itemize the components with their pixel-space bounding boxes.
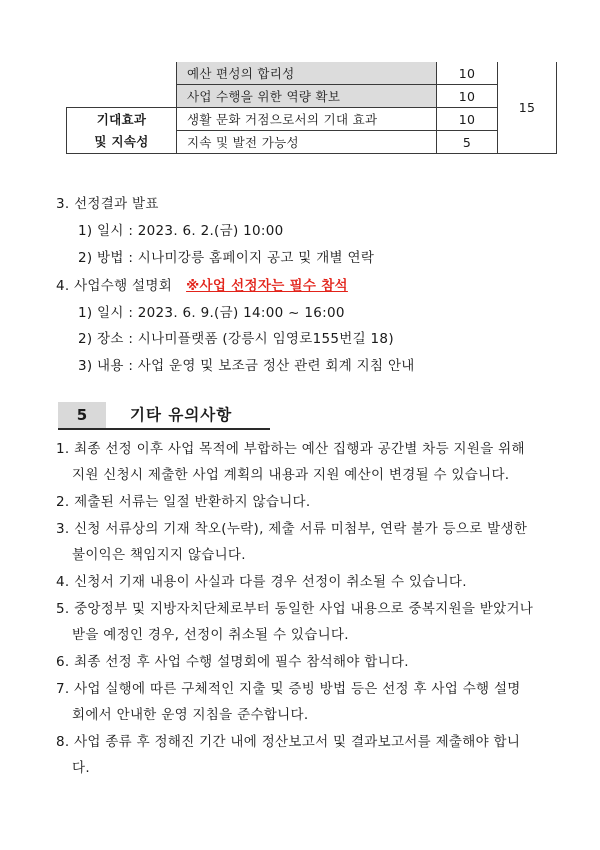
category-label-line1: 기대효과 <box>96 111 147 127</box>
section-number-box: 5 <box>58 402 106 428</box>
caution-item-continuation: 받을 예정인 경우, 선정이 취소될 수 있습니다. <box>72 627 349 643</box>
section-5-heading <box>58 402 270 428</box>
caution-item: 8. 사업 종류 후 정해진 기간 내에 정산보고서 및 결과보고서를 제출해야 합니 <box>56 734 521 750</box>
total-points: 15 <box>498 62 557 154</box>
criteria-points: 10 <box>437 108 498 131</box>
caution-item: 4. 신청서 기재 내용이 사실과 다를 경우 선정이 취소될 수 있습니다. <box>56 574 467 590</box>
section-3-item: 1) 일시 : 2023. 6. 2.(금) 10:00 <box>78 223 284 239</box>
table-row <box>67 62 557 85</box>
criteria-points: 10 <box>437 62 498 85</box>
heading-underline <box>58 428 270 430</box>
criteria-points: 10 <box>437 85 498 108</box>
category-cell-empty <box>67 62 177 108</box>
category-label-line2: 및 지속성 <box>94 133 149 149</box>
attendance-notice: ※사업 선정자는 필수 참석 <box>186 278 348 294</box>
section-4-title: 4. 사업수행 설명회 <box>56 278 173 294</box>
criteria-item: 사업 수행을 위한 역량 확보 <box>177 85 437 108</box>
category-cell <box>67 108 177 154</box>
caution-item-continuation: 다. <box>72 760 90 776</box>
evaluation-table <box>66 62 557 154</box>
caution-item-continuation: 불이익은 책임지지 않습니다. <box>72 547 246 563</box>
caution-item: 1. 최종 선정 이후 사업 목적에 부합하는 예산 집행과 공간별 차등 지원을 위해 <box>56 441 525 457</box>
section-title: 기타 유의사항 <box>130 406 233 424</box>
caution-item-continuation: 회에서 안내한 운영 지침을 준수합니다. <box>72 707 309 723</box>
section-4-item: 2) 장소 : 시나미플랫폼 (강릉시 임영로155번길 18) <box>78 331 394 347</box>
table-row <box>67 108 557 131</box>
caution-item: 3. 신청 서류상의 기재 착오(누락), 제출 서류 미첨부, 연락 불가 등으로 발생한 <box>56 521 528 537</box>
section-3-item: 2) 방법 : 시나미강릉 홈페이지 공고 및 개별 연락 <box>78 250 375 266</box>
criteria-item: 생활 문화 거점으로서의 기대 효과 <box>177 108 437 131</box>
caution-item: 6. 최종 선정 후 사업 수행 설명회에 필수 참석해야 합니다. <box>56 654 409 670</box>
section-3-title: 3. 선정결과 발표 <box>56 196 159 212</box>
section-4-title-row <box>56 274 348 294</box>
criteria-item: 지속 및 발전 가능성 <box>177 131 437 154</box>
caution-item-continuation: 지원 신청시 제출한 사업 계획의 내용과 지원 예산이 변경될 수 있습니다. <box>72 467 510 483</box>
criteria-points: 5 <box>437 131 498 154</box>
caution-item: 5. 중앙정부 및 지방자치단체로부터 동일한 사업 내용으로 중복지원을 받았거나 <box>56 601 534 617</box>
caution-item: 7. 사업 실행에 따른 구체적인 지출 및 증빙 방법 등은 선정 후 사업 수행 설명 <box>56 681 521 697</box>
caution-item: 2. 제출된 서류는 일절 반환하지 않습니다. <box>56 494 311 510</box>
section-4-item: 1) 일시 : 2023. 6. 9.(금) 14:00 ~ 16:00 <box>78 305 345 321</box>
criteria-item: 예산 편성의 합리성 <box>177 62 437 85</box>
section-4-item: 3) 내용 : 사업 운영 및 보조금 정산 관련 회계 지침 안내 <box>78 358 415 374</box>
